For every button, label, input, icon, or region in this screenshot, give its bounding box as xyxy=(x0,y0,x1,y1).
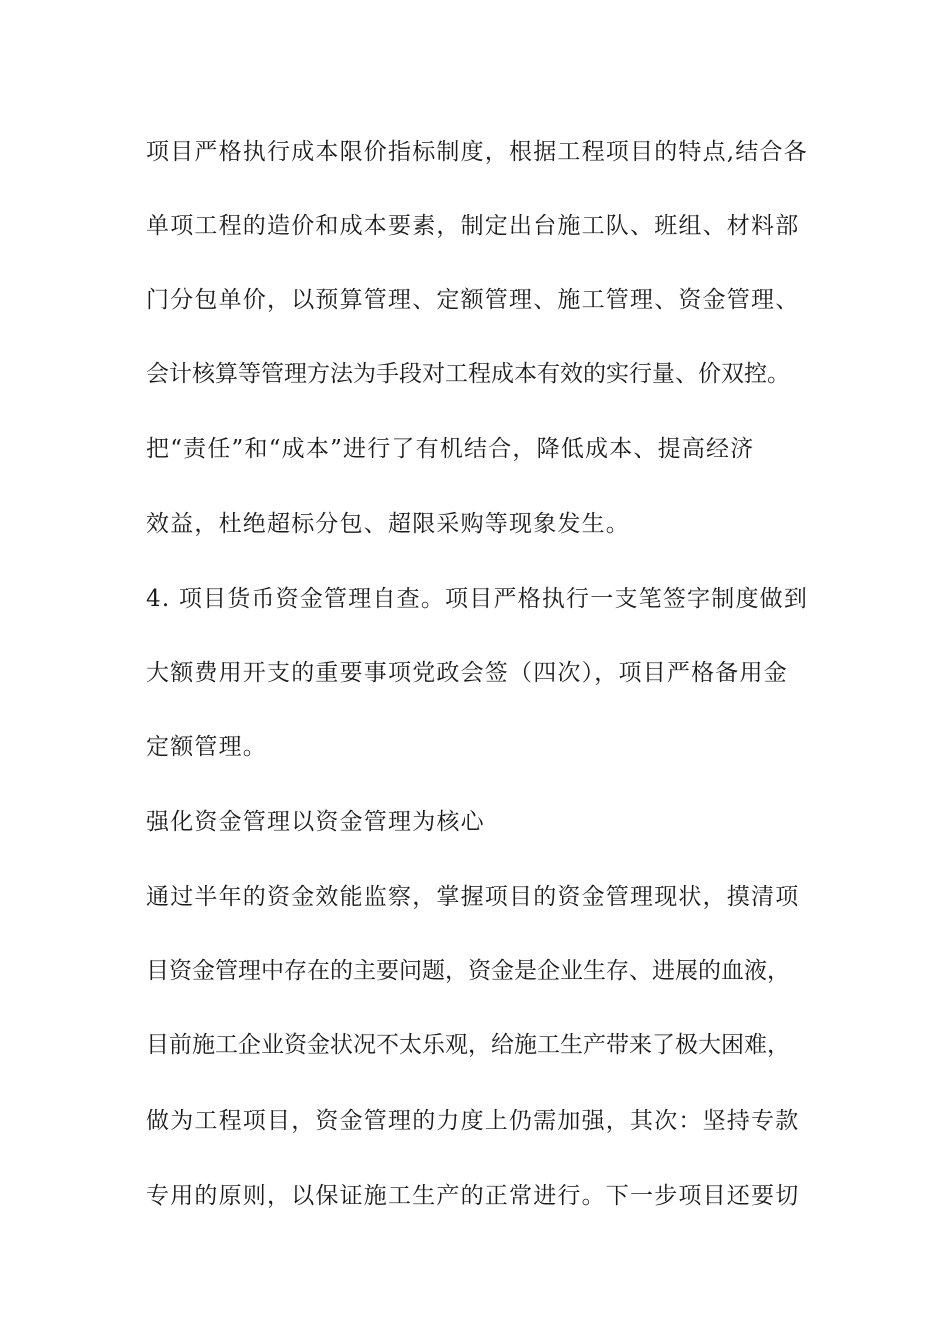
text-line-3: 门分包单价，以预算管理、定额管理、施工管理、资金管理、 xyxy=(146,287,800,313)
text-line-14: 做为工程项目，资金管理的力度上仍需加强，其次：坚持专款 xyxy=(146,1108,800,1134)
text-line-9: 定额管理。 xyxy=(146,734,267,760)
text-line-12: 目资金管理中存在的主要问题，资金是企业生存、进展的血液， xyxy=(146,958,790,984)
text-line-6: 效益，杜绝超标分包、超限采购等现象发生。 xyxy=(146,511,630,537)
text-line-5: 把“责任”和“成本”进行了有机结合，降低成本、提高经济 xyxy=(146,436,755,462)
text-line-13: 目前施工企业资金状况不太乐观，给施工生产带来了极大困难， xyxy=(146,1032,790,1058)
text-line-2: 单项工程的造价和成本要素，制定出台施工队、班组、材料部 xyxy=(146,213,800,239)
text-line-7: 4. 项目货币资金管理自查。项目严格执行一支笔签字制度做到 xyxy=(146,586,809,612)
text-line-11: 通过半年的资金效能监察，掌握项目的资金管理现状，摸清项 xyxy=(146,884,800,910)
text-line-8: 大额费用开支的重要事项党政会签（四次），项目严格备用金 xyxy=(146,660,788,686)
text-line-1: 项目严格执行成本限价指标制度，根据工程项目的特点,结合各 xyxy=(146,139,808,165)
section-heading: 强化资金管理以资金管理为核心 xyxy=(146,809,485,835)
text-line-4: 会计核算等管理方法为手段对工程成本有效的实行量、价双控。 xyxy=(146,361,790,387)
text-line-15: 专用的原则，以保证施工生产的正常进行。下一步项目还要切 xyxy=(146,1183,800,1209)
